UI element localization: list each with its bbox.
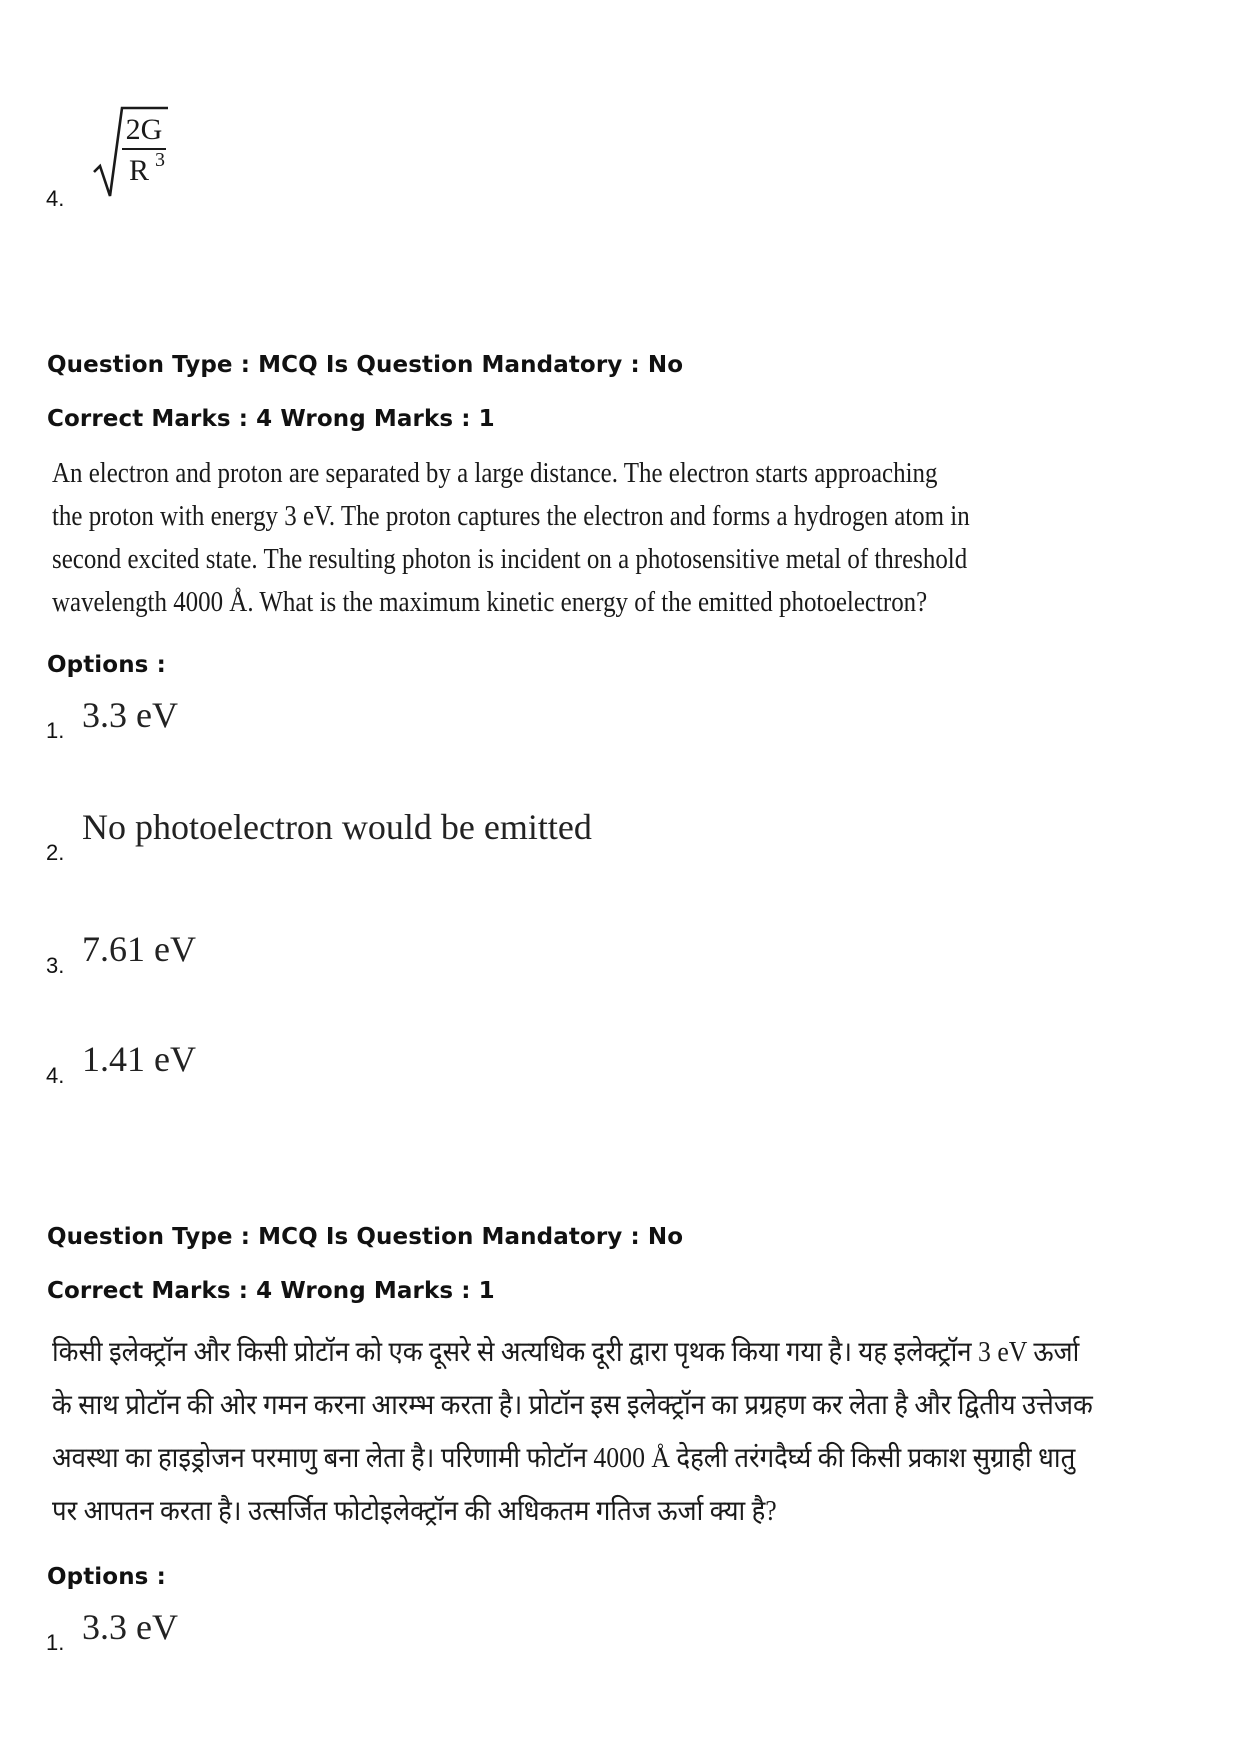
option-text: 3.3 eV <box>82 1607 178 1647</box>
option-text: 3.3 eV <box>82 695 178 735</box>
option-text: 1.41 eV <box>82 1039 196 1079</box>
question-text <box>52 452 1119 624</box>
question-line: पर आपतन करता है। उत्सर्जित फोटोइलेक्ट्रॉन की अधिकतम गतिज ऊर्जा क्या है? <box>52 1496 777 1527</box>
option-number: 1. <box>46 1630 65 1655</box>
question-line: के साथ प्रोटॉन की ओर गमन करना आरम्भ करता है। प्रोटॉन इस इलेक्ट्रॉन का प्रग्रहण कर लेता है और द्वितीय उत्तेजक <box>52 1390 1093 1421</box>
formula-denominator: R <box>128 154 150 187</box>
marks-meta: Correct Marks : 4 Wrong Marks : 1 <box>47 406 495 432</box>
question-type-meta: Question Type : MCQ Is Question Mandatory : No <box>47 352 684 378</box>
formula-exponent: 3 <box>155 149 165 171</box>
question-text-hindi <box>52 1326 1183 1538</box>
formula-numerator: 2G <box>125 113 163 146</box>
question-line: wavelength 4000 Å. What is the maximum kinetic energy of the emitted photoelectron? <box>52 586 928 618</box>
question-line: the proton with energy 3 eV. The proton captures the electron and forms a hydrogen atom in <box>52 500 970 532</box>
question-line: An electron and proton are separated by a large distance. The electron starts approaching <box>52 457 938 489</box>
option-number: 4. <box>46 186 65 211</box>
option-text: No photoelectron would be emitted <box>82 807 592 847</box>
option-text: 7.61 eV <box>82 929 196 969</box>
question-line: किसी इलेक्ट्रॉन और किसी प्रोटॉन को एक दूसरे से अत्यधिक दूरी द्वारा पृथक किया गया है। यह इलेक्ट्रॉन 3 eV ऊर्जा <box>52 1337 1080 1368</box>
question-line: second excited state. The resulting photon is incident on a photosensitive metal of threshold <box>52 543 968 575</box>
option-number: 1. <box>46 718 65 743</box>
option-number: 4. <box>46 1063 65 1088</box>
marks-meta: Correct Marks : 4 Wrong Marks : 1 <box>47 1278 495 1304</box>
sqrt-formula <box>92 104 172 204</box>
options-label: Options : <box>47 1564 166 1590</box>
sqrt-formula-graphic <box>92 104 172 204</box>
question-line: अवस्था का हाइड्रोजन परमाणु बना लेता है। परिणामी फोटॉन 4000 Å देहली तरंगदैर्घ्य की किसी प्रकाश सुग्राही धातु <box>52 1443 1076 1474</box>
question-type-meta: Question Type : MCQ Is Question Mandatory : No <box>47 1224 684 1250</box>
options-label: Options : <box>47 652 166 678</box>
option-number: 3. <box>46 953 65 978</box>
option-number: 2. <box>46 840 65 865</box>
